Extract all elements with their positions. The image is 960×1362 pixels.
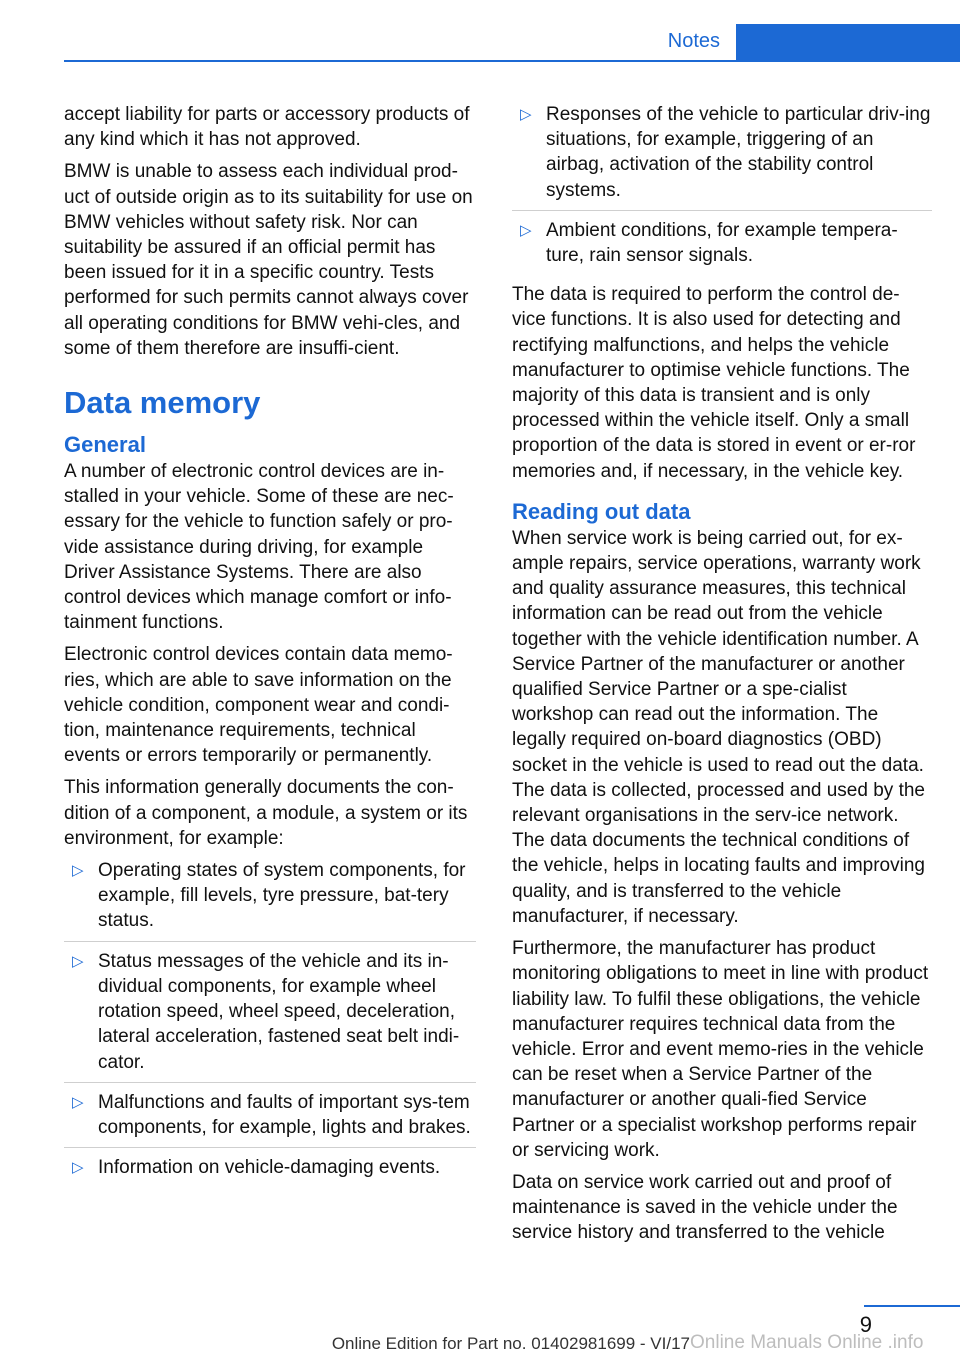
bullet-list xyxy=(512,102,932,275)
paragraph: When service work is being carried out, for ex‐ample repairs, service operations, warranty work and quality assurance measures, this technical information can be read out from the vehicle together with the vehicle identification number. A Service Partner of the manufacturer or another qualified Service Partner or a spe‐cialist workshop can read out the information. The legally required on-board diagnostics (OBD) socket in the vehicle is used to read out the data. The data is collected, processed and used by the relevant organisations in the serv‐ice network. The data documents the technical conditions of the vehicle, helps in locating faults and improving quality, and is transferred to the vehicle manufacturer, if necessary. xyxy=(512,527,925,927)
list-item xyxy=(64,1090,476,1148)
paragraph: BMW is unable to assess each individual prod‐uct of outside origin as to its suitability for use on BMW vehicles without safety risk. Nor can suitability be assured if an official permit has been issued for it in a specific country. Tests performed for such permits cannot always cover all operating conditions for BMW vehi‐cles, and some of them therefore are insuffi‐cient. xyxy=(64,161,473,359)
left-column xyxy=(64,102,476,1194)
page-number: 9 xyxy=(859,1312,872,1337)
heading-data-memory: Data memory xyxy=(64,385,261,421)
list-item-text: Information on vehicle-damaging events. xyxy=(98,1157,441,1179)
triangle-bullet-icon: ▷ xyxy=(72,862,84,880)
paragraph: This information generally documents the con‐dition of a component, a module, a system or its environment, for example: xyxy=(64,777,468,849)
list-item xyxy=(512,102,932,211)
list-item-text: Responses of the vehicle to particular driv‐ing situations, for example, triggering of an airbag, activation of the stability control systems. xyxy=(546,104,931,201)
paragraph: Electronic control devices contain data memo‐ries, which are able to save information on the vehicle condition, component wear and condi‐tion, maintenance requirements, technical events or errors temporarily or permanently. xyxy=(64,644,453,767)
list-item xyxy=(64,949,476,1083)
paragraph: Furthermore, the manufacturer has product monitoring obligations to meet in line with product liability law. To fulfil these obligations, the vehicle manufacturer requires technical data from the vehicle. Error and event memo‐ries in the vehicle can be reset when a Service Partner of the manufacturer or another quali‐fied Service Partner or a specialist workshop performs repair or servicing work. xyxy=(512,938,929,1161)
paragraph: The data is required to perform the control de‐vice functions. It is also used for detecting and rectifying malfunctions, and helps the vehicle manufacturer to optimise vehicle functions. The majority of this data is transient and is only processed within the vehicle itself. Only a small proportion of the data is stored in event or er‐ror memories and, if necessary, in the vehicle key. xyxy=(512,284,916,482)
paragraph: A number of electronic control devices are in‐stalled in your vehicle. Some of these are nec‐essary for the vehicle to function safely or pro‐vide assistance during driving, for example Driver Assistance Systems. There are also control devices which manage comfort or info‐tainment functions. xyxy=(64,461,454,634)
heading-general: General xyxy=(64,432,146,458)
footer-rule xyxy=(864,1305,960,1307)
triangle-bullet-icon: ▷ xyxy=(72,1093,84,1111)
triangle-bullet-icon: ▷ xyxy=(72,952,84,970)
bullet-list xyxy=(64,858,476,1187)
section-title: Notes xyxy=(667,30,720,52)
triangle-bullet-icon: ▷ xyxy=(520,106,532,123)
list-item xyxy=(512,218,932,275)
list-item xyxy=(64,858,476,942)
list-item-text: Status messages of the vehicle and its in‐dividual components, for example wheel rotation speed, wheel speed, deceleration, lateral acceleration, fastened seat belt indi‐cator. xyxy=(98,950,460,1073)
paragraph: Data on service work carried out and proof of maintenance is saved in the vehicle under the service history and transferred to the vehicle xyxy=(512,1171,898,1244)
footer-edition: Online Edition for Part no. 01402981699 - VI/17 xyxy=(331,1334,690,1353)
watermark: Online Manuals Online .info xyxy=(690,1332,924,1353)
paragraph: accept liability for parts or accessory products of any kind which it has not approved. xyxy=(64,104,470,151)
list-item-text: Malfunctions and faults of important sys‐tem components, for example, lights and brakes. xyxy=(98,1091,471,1138)
triangle-bullet-icon: ▷ xyxy=(72,1159,84,1177)
heading-reading-out-data: Reading out data xyxy=(512,498,691,524)
right-column xyxy=(512,102,932,1253)
list-item xyxy=(64,1155,476,1187)
triangle-bullet-icon: ▷ xyxy=(520,221,532,239)
header-tab xyxy=(736,24,960,62)
list-item-text: Operating states of system components, for example, fill levels, tyre pressure, bat‐tery status. xyxy=(98,860,466,932)
list-item-text: Ambient conditions, for example tempera‐ture, rain sensor signals. xyxy=(546,219,898,267)
